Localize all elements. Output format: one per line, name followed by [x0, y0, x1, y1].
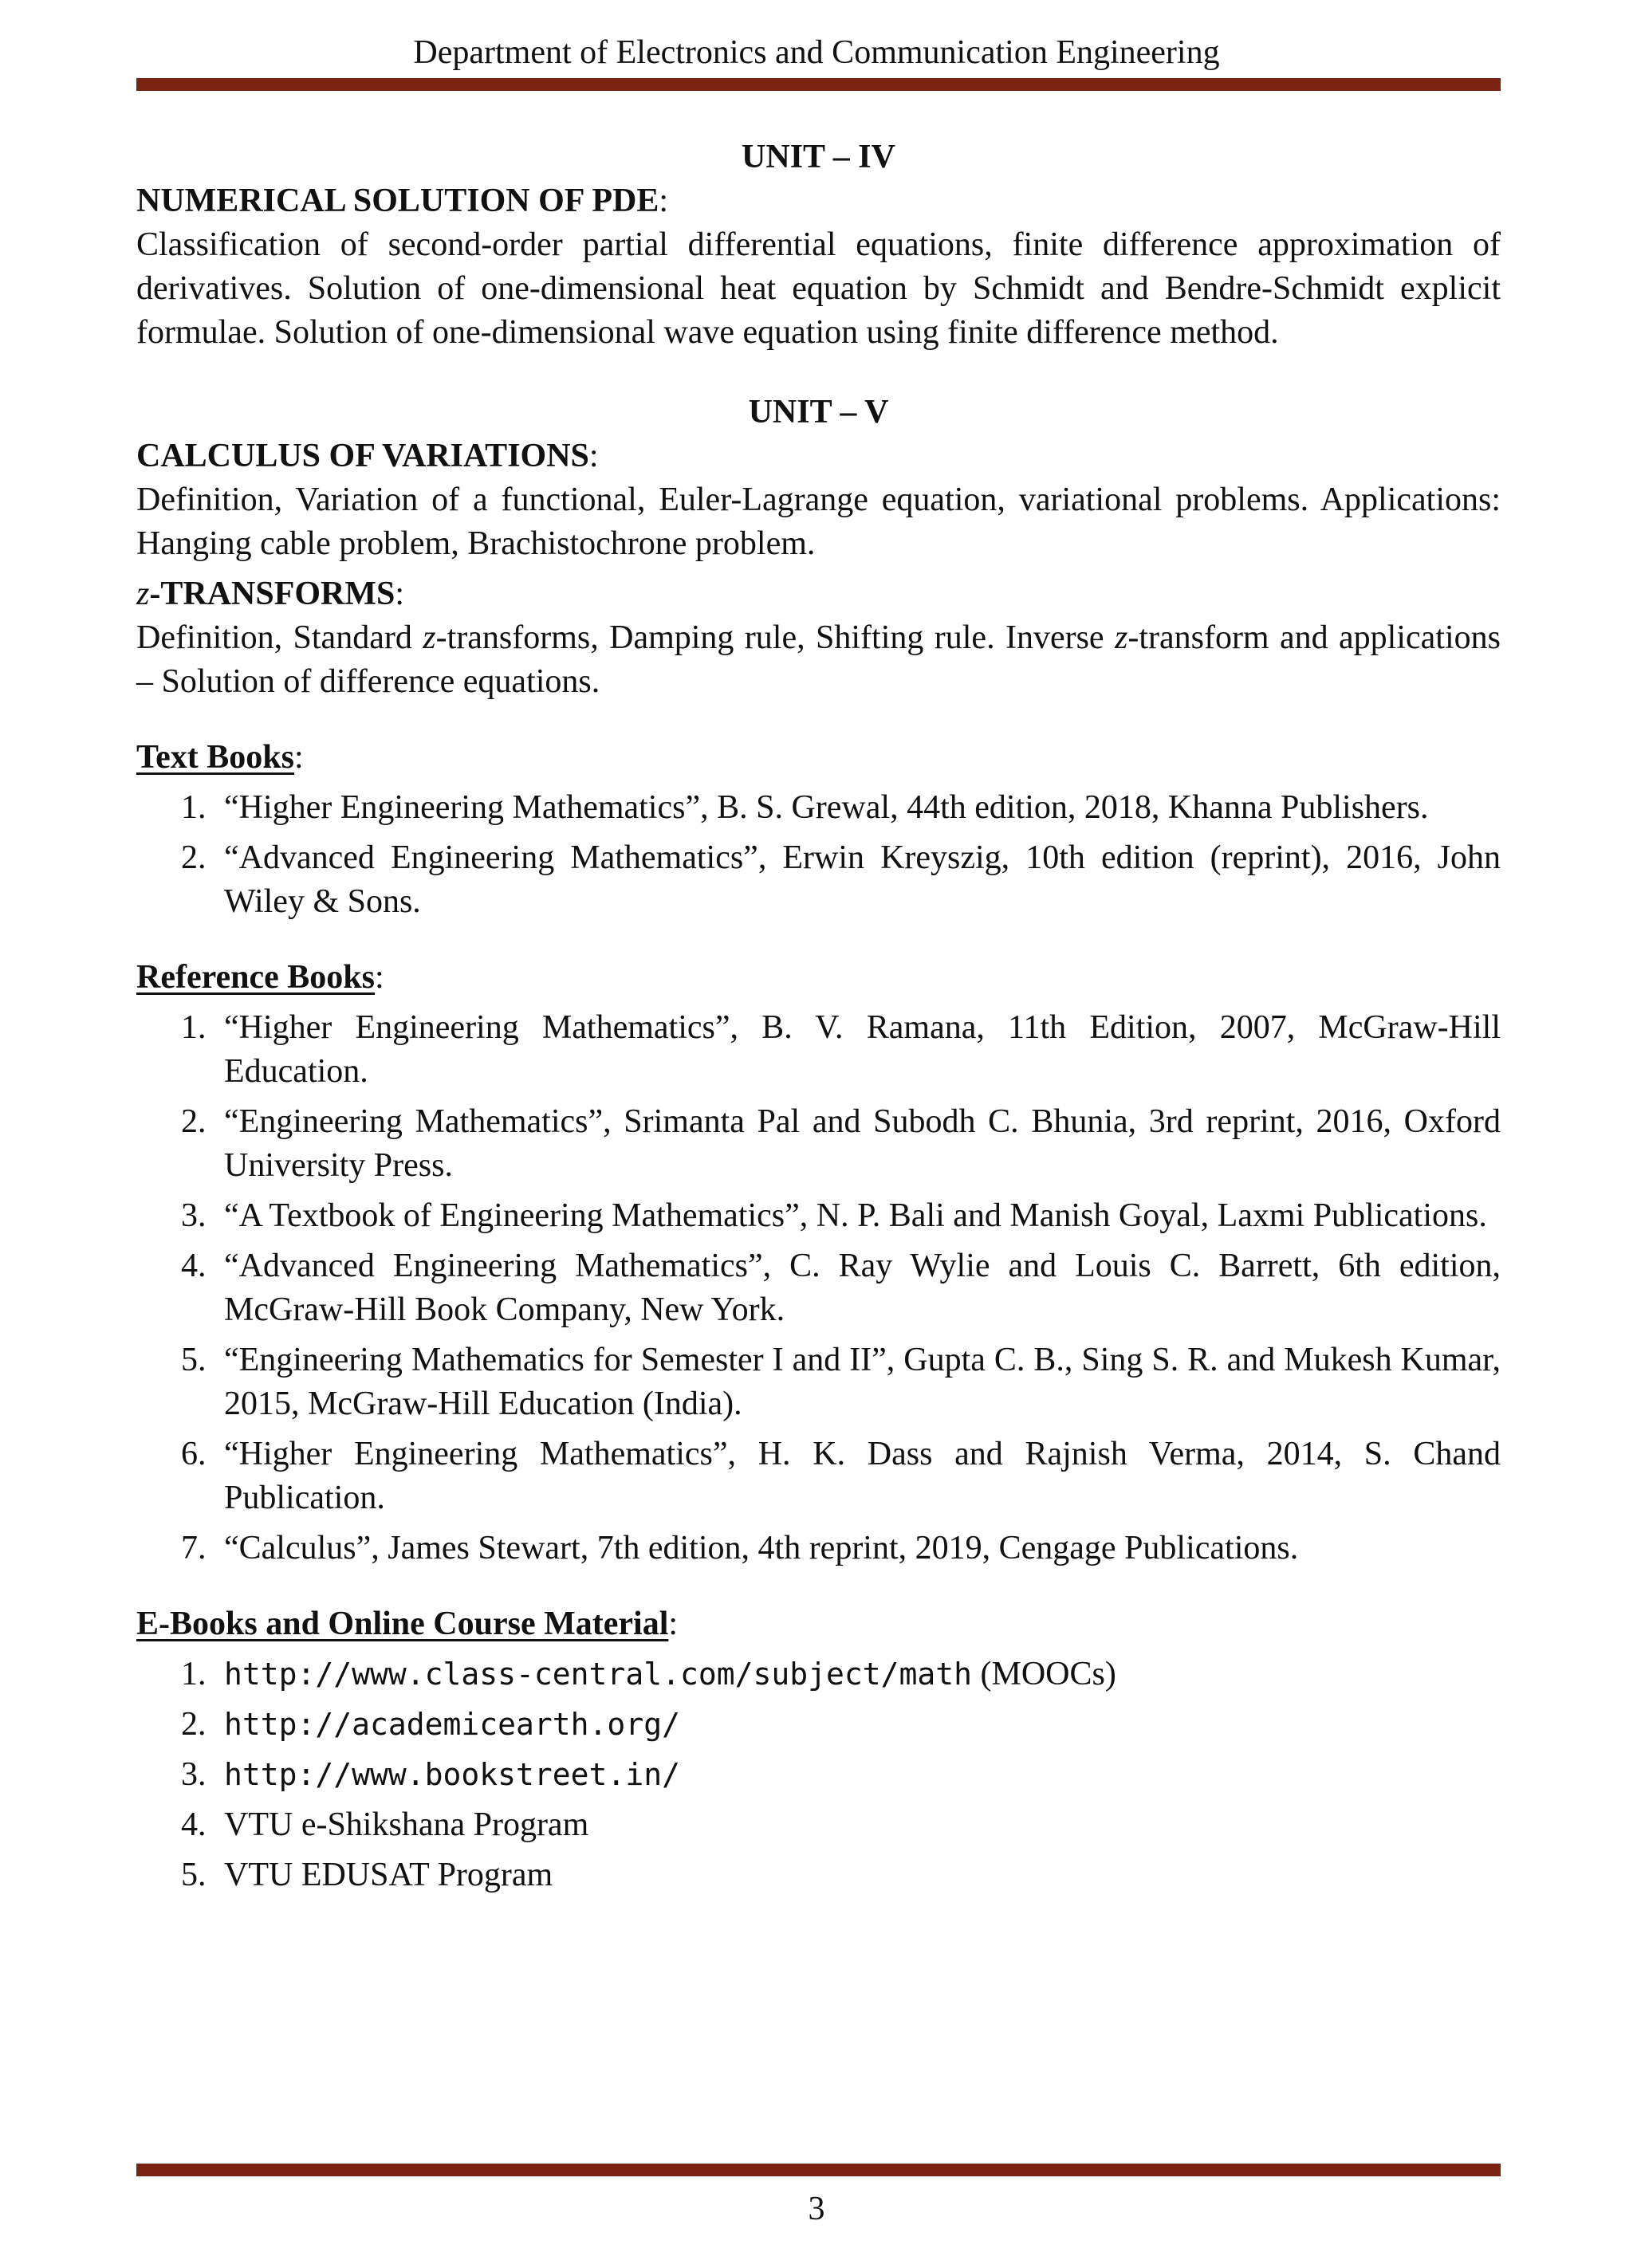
page-number: 3	[808, 2191, 825, 2227]
item-number: 1.	[181, 789, 207, 826]
z-variable: z	[423, 619, 436, 656]
item-text: “A Textbook of Engineering Mathematics”, N. P. Bali and Manish Goyal, Laxmi Publications.	[224, 1197, 1487, 1234]
item-text: “Advanced Engineering Mathematics”, Erwin Kreyszig, 10th edition (reprint), 2016, John Wiley & Sons.	[224, 839, 1501, 920]
item-text: “Higher Engineering Mathematics”, H. K. Dass and Rajnish Verma, 2014, S. Chand Publication.	[224, 1436, 1501, 1516]
header-rule	[136, 78, 1501, 91]
colon: :	[395, 576, 405, 612]
reference-books-title: Reference Books	[136, 959, 375, 996]
list-item	[136, 1653, 1501, 1696]
unit-5-title: UNIT – V	[748, 394, 889, 430]
list-item	[136, 1753, 1501, 1797]
section-title: NUMERICAL SOLUTION OF PDE	[136, 183, 659, 219]
body-text: -transforms, Damping rule, Shifting rule. Inverse	[435, 619, 1115, 656]
list-item	[136, 1006, 1501, 1094]
body-text: Definition, Standard	[136, 619, 423, 656]
list-item	[136, 1703, 1501, 1747]
section-title: CALCULUS OF VARIATIONS	[136, 438, 589, 474]
list-item	[136, 1194, 1501, 1238]
text-books-title: Text Books	[136, 739, 295, 776]
list-item	[136, 1853, 1501, 1897]
calculus-of-variations-body: Definition, Variation of a functional, Euler-Lagrange equation, variational problems. Applications: Hanging cable problem, Brachistochrone problem.	[136, 482, 1501, 562]
ebooks-list	[136, 1653, 1501, 1897]
url-link[interactable]: http://academicearth.org/	[224, 1707, 680, 1742]
item-number: 5.	[181, 1857, 207, 1893]
unit-4-section-heading	[136, 179, 1501, 223]
z-variable: z	[1114, 619, 1128, 656]
item-number: 1.	[181, 1656, 207, 1692]
reference-books-list	[136, 1006, 1501, 1570]
item-number: 6.	[181, 1436, 207, 1472]
item-text: “Calculus”, James Stewart, 7th edition, 4th reprint, 2019, Cengage Publications.	[224, 1530, 1299, 1566]
list-item	[136, 1803, 1501, 1847]
item-text: “Advanced Engineering Mathematics”, C. Ray Wylie and Louis C. Barrett, 6th edition, McGraw-Hill Book Company, New York.	[224, 1248, 1501, 1328]
url-link[interactable]: http://www.bookstreet.in/	[224, 1757, 680, 1792]
item-number: 1.	[181, 1009, 207, 1046]
z-transforms-heading	[136, 572, 1501, 616]
list-item	[136, 786, 1501, 830]
url-link[interactable]: http://www.class-central.com/subject/math	[224, 1657, 972, 1692]
unit-4-body: Classification of second-order partial differential equations, finite difference approximation of derivatives. Solution of one-dimensional heat equation by Schmidt and Bendre-Schmidt explicit formulae. Solution of one-dimensional wave equation using finite difference method.	[136, 226, 1501, 351]
reference-books-heading	[136, 956, 1501, 1000]
list-item	[136, 1100, 1501, 1188]
page-header-title: Department of Electronics and Communication Engineering	[413, 34, 1220, 71]
colon: :	[294, 739, 304, 776]
z-transforms-body	[136, 616, 1501, 704]
colon: :	[668, 1606, 679, 1642]
item-text: “Higher Engineering Mathematics”, B. V. Ramana, 11th Edition, 2007, McGraw-Hill Education.	[224, 1009, 1501, 1090]
item-number: 4.	[181, 1806, 207, 1843]
item-number: 3.	[181, 1756, 207, 1793]
item-number: 2.	[181, 1706, 207, 1743]
list-item	[136, 1527, 1501, 1570]
unit-4-title: UNIT – IV	[742, 139, 895, 175]
list-item	[136, 1338, 1501, 1426]
section-title: -TRANSFORMS	[149, 576, 395, 612]
list-item	[136, 1433, 1501, 1520]
body-text: -transform and applications – Solution of difference equations.	[136, 619, 1501, 700]
colon: :	[374, 959, 384, 996]
item-text: “Engineering Mathematics”, Srimanta Pal and Subodh C. Bhunia, 3rd reprint, 2016, Oxford University Press.	[224, 1103, 1501, 1184]
item-text: “Engineering Mathematics for Semester I and II”, Gupta C. B., Sing S. R. and Mukesh Kumar, 2015, McGraw-Hill Education (India).	[224, 1342, 1501, 1422]
footer-rule	[136, 2164, 1501, 2176]
item-number: 7.	[181, 1530, 207, 1566]
item-number: 4.	[181, 1248, 207, 1284]
colon: :	[588, 438, 599, 474]
item-text: VTU e-Shikshana Program	[224, 1806, 589, 1843]
item-number: 2.	[181, 839, 207, 876]
calculus-of-variations-heading	[136, 434, 1501, 478]
item-suffix: (MOOCs)	[972, 1656, 1116, 1692]
item-number: 3.	[181, 1197, 207, 1234]
text-books-heading	[136, 736, 1501, 780]
item-number: 2.	[181, 1103, 207, 1140]
colon: :	[659, 183, 669, 219]
page-content	[136, 136, 1501, 1897]
list-item	[136, 836, 1501, 924]
ebooks-heading	[136, 1602, 1501, 1646]
item-text: “Higher Engineering Mathematics”, B. S. Grewal, 44th edition, 2018, Khanna Publishers.	[224, 789, 1429, 826]
item-number: 5.	[181, 1342, 207, 1378]
ebooks-title: E-Books and Online Course Material	[136, 1606, 669, 1642]
z-variable: z	[136, 576, 150, 612]
list-item	[136, 1244, 1501, 1332]
text-books-list	[136, 786, 1501, 924]
item-text: VTU EDUSAT Program	[224, 1857, 553, 1893]
